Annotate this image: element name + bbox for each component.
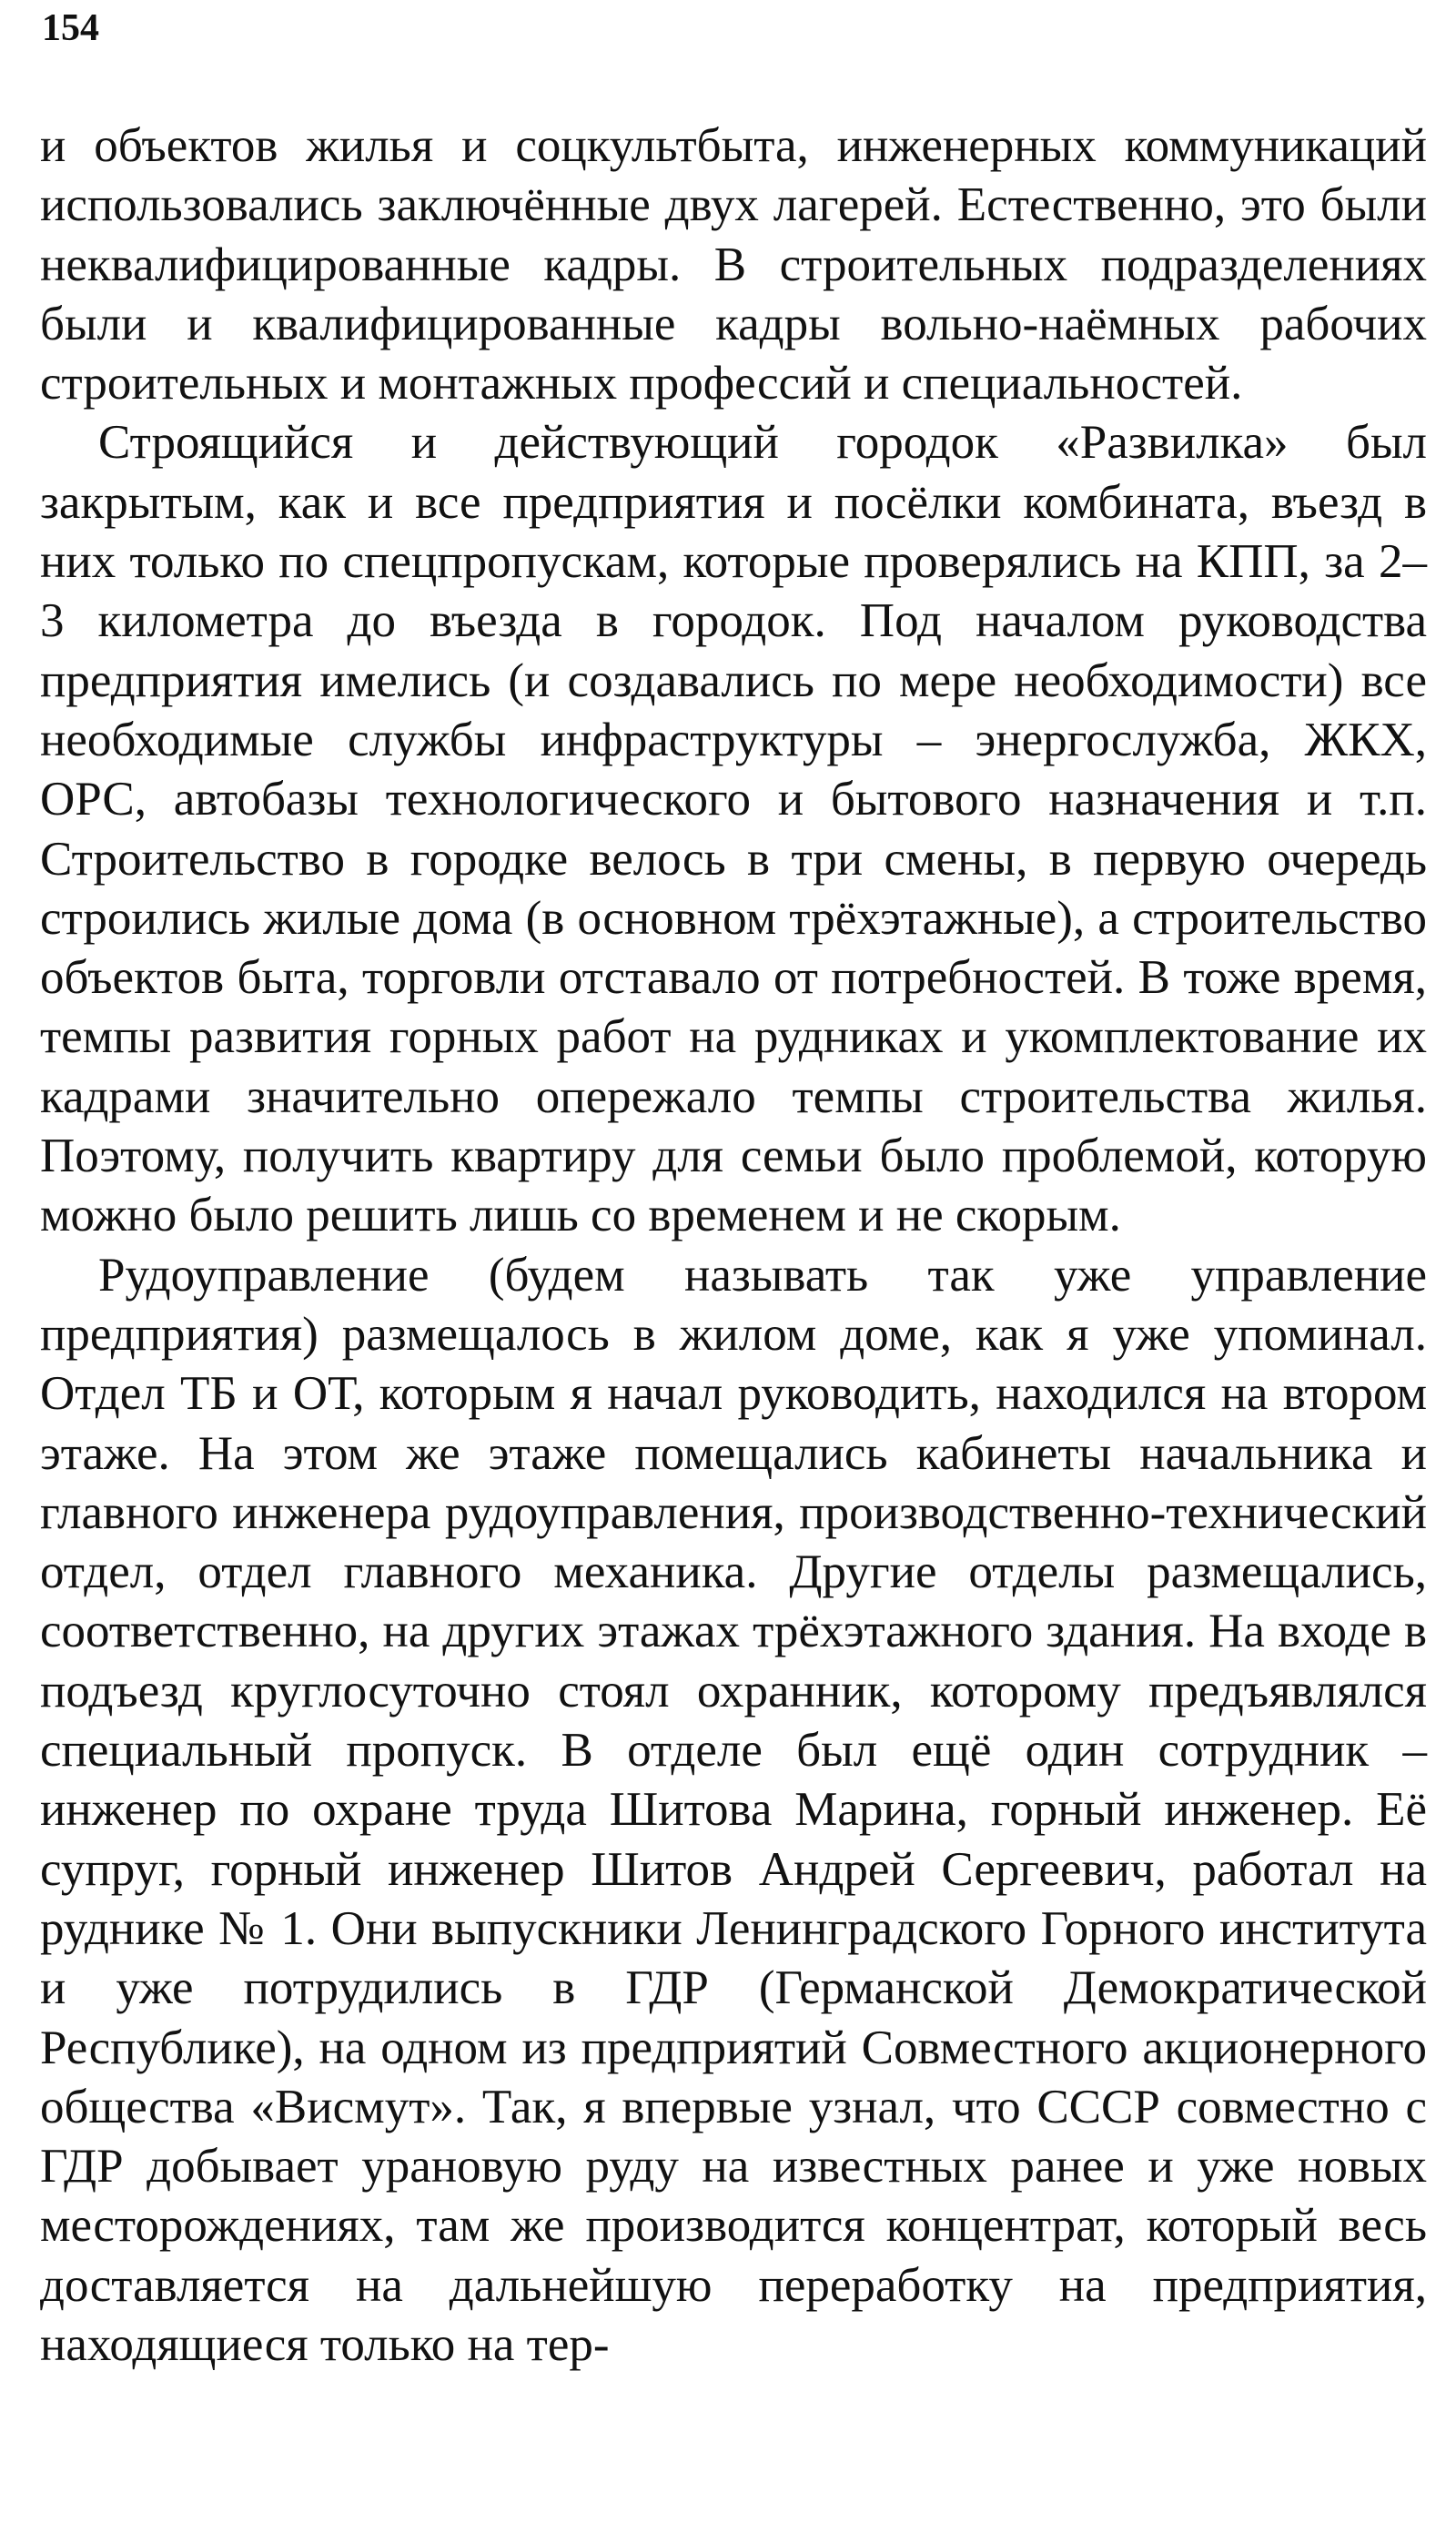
- paragraph-3: Рудоуправление (будем называть так уже управление предприятия) размещалось в жилом доме, как я уже упоминал. Отдел ТБ и ОТ, которым я начал руководить, находился на втором этаже. На этом же этаже помещались кабинеты начальника и главного инженера рудоуправления, производственно-технический отдел, отдел главного механика. Другие отделы размещались, соответственно, на других этажах трёхэтажного здания. На входе в подъезд круглосуточно стоял охранник, которому предъявлялся специальный пропуск. В отделе был ещё один сотрудник – инженер по охране труда Шитова Марина, горный инженер. Её супруг, горный инженер Шитов Андрей Сергеевич, работал на руднике № 1. Они выпускники Ленинградского Горного института и уже потрудились в ГДР (Германской Демократической Республике), на одном из предприятий Совместного акционерного общества «Висмут». Так, я впервые узнал, что СССР совместно с ГДР добывает урановую руду на известных ранее и уже новых месторождениях, там же производится концентрат, который весь доставляется на дальнейшую переработку на предприятия, находящиеся только на тер-: [40, 1248, 1427, 2371]
- paragraph-2: Строящийся и действующий городок «Развилка» был закрытым, как и все предприятия и посёлки комбината, въезд в них только по спецпропускам, которые проверялись на КПП, за 2–3 километра до въезда в городок. Под началом руководства предприятия имелись (и создавались по мере необходимости) все необходимые службы инфраструктуры – энергослужба, ЖКХ, ОРС, автобазы технологического и бытового назначения и т.п. Строительство в городке велось в три смены, в первую очередь строились жилые дома (в основном трёхэтажные), а строительство объектов быта, торговли отставало от потребностей. В тоже время, темпы развития горных работ на рудниках и укомплектование их кадрами значительно опережало темпы строительства жилья. Поэтому, получить квартиру для семьи было проблемой, которую можно было решить лишь со временем и не скорым.: [40, 416, 1427, 1242]
- page-text: [40, 117, 1427, 2375]
- paragraph-1: и объектов жилья и соцкультбыта, инженерных коммуникаций использовались заключённые двух лагерей. Естественно, это были неквалифицированные кадры. В строительных подразделениях были и квалифицированные кадры вольно-наёмных рабочих строительных и монтажных профессий и специальностей.: [40, 119, 1427, 410]
- page-number: 154: [42, 7, 99, 49]
